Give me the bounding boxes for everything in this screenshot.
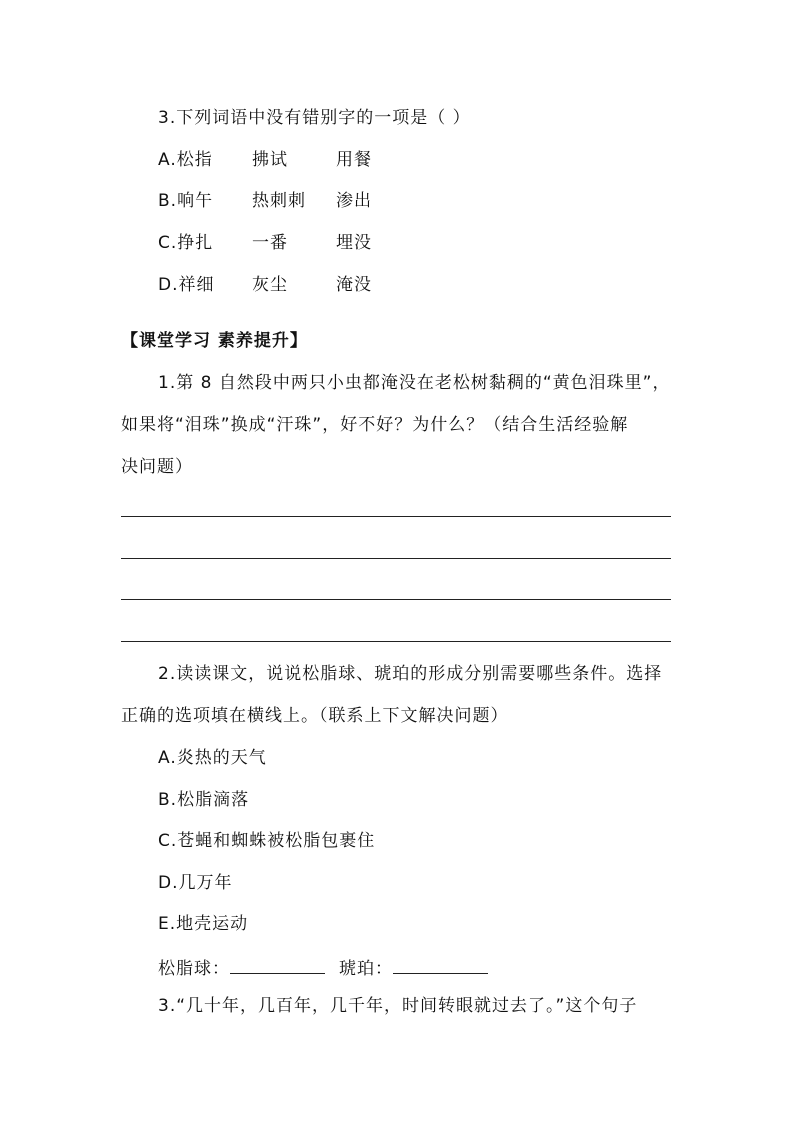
option-b: [158, 190, 372, 212]
q2-option-e: E.地壳运动: [158, 914, 249, 934]
answer-line-4[interactable]: [121, 641, 671, 642]
answer-line-1[interactable]: [121, 516, 671, 517]
q2-option-a: A.炎热的天气: [158, 748, 267, 768]
option-d-word-2: 灰尘: [252, 275, 288, 295]
option-c-word-3: 埋没: [336, 233, 372, 253]
question-1-line-1: 1.第 8 自然段中两只小虫都淹没在老松树黏稠的“黄色泪珠里”，: [158, 373, 671, 393]
question-2-line-1: 2.读读课文，说说松脂球、琥珀的形成分别需要哪些条件。选择: [158, 664, 663, 684]
answer-line-2[interactable]: [121, 558, 671, 559]
answer-line-3[interactable]: [121, 599, 671, 600]
q2-option-b: B.松脂滴落: [158, 790, 250, 810]
option-d: [158, 274, 372, 296]
option-c-word-2: 一番: [252, 233, 288, 253]
option-b-word-3: 渗出: [336, 191, 372, 211]
option-b-words-1: B.响午: [158, 191, 214, 211]
section-heading: 【课堂学习 素养提升】: [121, 331, 308, 351]
question-3b-line-1: 3.“几十年，几百年，几千年，时间转眼就过去了。”这个句子: [158, 996, 638, 1016]
option-d-word-3: 淹没: [336, 275, 372, 295]
q2-option-c: C.苍蝇和蜘蛛被松脂包裹住: [158, 831, 376, 851]
option-c-words-1: C.挣扎: [158, 233, 214, 253]
fill-blank-row: [158, 955, 502, 980]
option-b-word-2: 热刺刺: [252, 191, 306, 211]
option-a-words-1: A.松指: [158, 150, 213, 170]
option-a-word-2: 拂试: [252, 150, 288, 170]
hupo-label: 琥珀：: [339, 959, 393, 979]
option-a: [158, 149, 372, 171]
option-d-words-1: D.祥细: [158, 275, 215, 295]
option-c: [158, 232, 372, 254]
question-2-line-2: 正确的选项填在横线上。（联系上下文解决问题）: [121, 706, 509, 726]
songzhiqiu-label: 松脂球：: [158, 959, 230, 979]
hupo-blank[interactable]: [393, 955, 488, 974]
option-a-word-3: 用餐: [336, 150, 372, 170]
question-3-stem: 3.下列词语中没有错别字的一项是（ ）: [158, 108, 471, 128]
question-1-line-2: 如果将“泪珠”换成“汗珠”，好不好？为什么？（结合生活经验解: [121, 415, 629, 435]
songzhiqiu-blank[interactable]: [230, 955, 325, 974]
q2-option-d: D.几万年: [158, 873, 233, 893]
question-1-line-3: 决问题）: [121, 457, 193, 477]
